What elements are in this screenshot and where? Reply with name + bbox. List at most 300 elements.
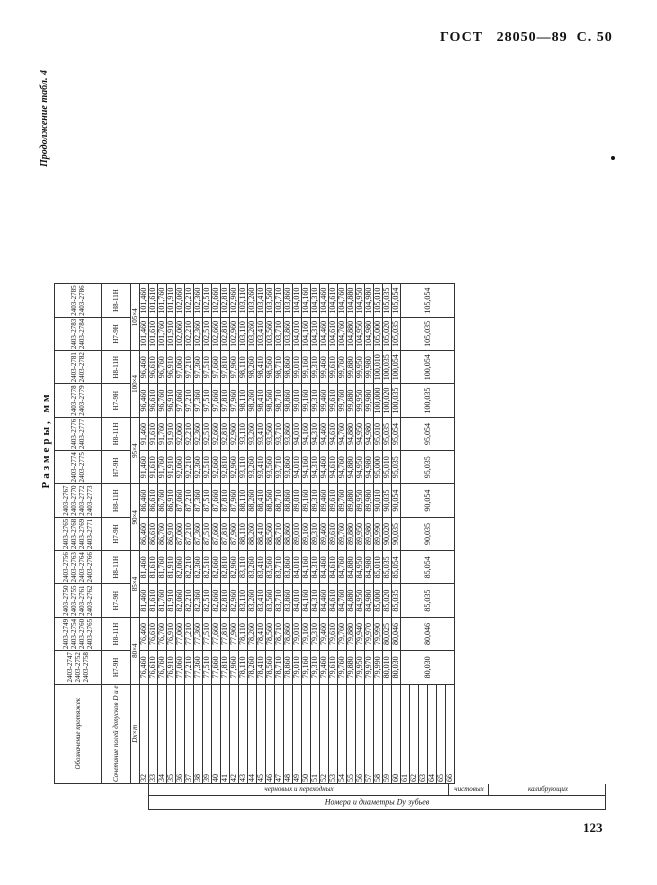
tooth-number: 58	[374, 684, 383, 783]
diameter-cell: 89,950	[356, 517, 365, 550]
group-clean-label: чистовых	[453, 785, 484, 794]
diameter-cell: 103,860	[284, 284, 293, 317]
diameter-cell: 79,970	[365, 617, 374, 650]
diameter-cell: 95,010	[383, 451, 392, 484]
diameter-cell: 97,510	[203, 384, 212, 417]
diameter-cell: 82,510	[203, 551, 212, 584]
diameter-cell: 91,460	[140, 417, 149, 450]
diameter-cell: 103,260	[248, 317, 257, 350]
tooth-number: 46	[266, 684, 275, 783]
diameter-cell: 92,510	[203, 451, 212, 484]
diameter-cell: 99,460	[320, 351, 329, 384]
diameter-cell: 79,460	[320, 651, 329, 684]
diameter-cell: 78,110	[239, 651, 248, 684]
diameter-cell: 104,310	[311, 284, 320, 317]
size-header: 80×4	[131, 617, 140, 684]
diameter-cell: 98,110	[239, 351, 248, 384]
diameter-cell: 104,310	[311, 317, 320, 350]
diameter-cell: 93,110	[239, 451, 248, 484]
diameter-cell: 93,710	[275, 417, 284, 450]
diameter-cell: 102,060	[176, 317, 185, 350]
diameter-cell: 86,460	[140, 484, 149, 517]
diameter-cell: 94,760	[338, 451, 347, 484]
diameter-cell: 103,110	[239, 284, 248, 317]
dimensions-table	[54, 283, 455, 784]
diameter-cell: 82,360	[194, 551, 203, 584]
diameter-cell: 93,710	[275, 451, 284, 484]
diameter-cell: 88,860	[284, 517, 293, 550]
tooth-number: 65	[437, 684, 446, 783]
diameter-cell: 80,010	[383, 651, 392, 684]
diameter-cell: 105,020	[383, 317, 392, 350]
tooth-number: 66	[446, 684, 455, 783]
diameter-cell: 104,010	[293, 317, 302, 350]
diameter-cell: 103,560	[266, 317, 275, 350]
table-title: Размеры, мм	[40, 391, 52, 489]
diameter-cell: 101,910	[167, 284, 176, 317]
diameter-cell: 103,860	[284, 317, 293, 350]
diameter-cell: 85,000	[374, 584, 383, 617]
diameter-cell: 94,880	[347, 417, 356, 450]
diameter-cell: 87,210	[185, 484, 194, 517]
diameter-cell: 99,310	[311, 351, 320, 384]
diameter-cell: 89,310	[311, 517, 320, 550]
diameter-cell: 84,880	[347, 551, 356, 584]
diameter-cell: 77,660	[212, 617, 221, 650]
diameter-cell: 83,860	[284, 551, 293, 584]
diameter-cell: 85,054	[392, 551, 401, 584]
diameter-cell: 82,810	[221, 551, 230, 584]
diameter-cell: 89,950	[356, 484, 365, 517]
diameter-cell: 88,260	[248, 517, 257, 550]
diameter-cell: 94,010	[293, 417, 302, 450]
diameter-cell: 98,260	[248, 384, 257, 417]
diameter-cell: 88,710	[275, 484, 284, 517]
diameter-cell: 98,860	[284, 351, 293, 384]
diameter-cell: 85,035	[392, 584, 401, 617]
diameter-cell: 99,980	[365, 384, 374, 417]
diameter-cell: 98,410	[257, 351, 266, 384]
calib-value-cell: 95,035	[401, 451, 455, 484]
diameter-cell: 84,010	[293, 584, 302, 617]
diameter-cell: 99,610	[329, 384, 338, 417]
diameter-cell: 97,360	[194, 384, 203, 417]
diameter-cell: 84,460	[320, 584, 329, 617]
diameter-cell: 82,810	[221, 584, 230, 617]
diameter-cell: 92,960	[230, 417, 239, 450]
diameter-cell: 84,610	[329, 551, 338, 584]
diameter-cell: 77,060	[176, 651, 185, 684]
diameter-cell: 79,610	[329, 617, 338, 650]
diameter-cell: 99,310	[311, 384, 320, 417]
diameter-cell: 76,460	[140, 617, 149, 650]
diameter-cell: 104,610	[329, 284, 338, 317]
diameter-cell: 93,260	[248, 417, 257, 450]
diameter-cell: 83,710	[275, 584, 284, 617]
diameter-cell: 104,460	[320, 284, 329, 317]
calib-value-cell: 105,054	[401, 284, 455, 317]
diameter-cell: 94,310	[311, 417, 320, 450]
diameter-cell: 92,060	[176, 417, 185, 450]
diameter-cell: 76,460	[140, 651, 149, 684]
designation-cell: 2403-2783 2403-2784	[55, 317, 102, 350]
diameter-cell: 102,210	[185, 284, 194, 317]
diameter-cell: 84,760	[338, 551, 347, 584]
diameter-cell: 89,980	[365, 484, 374, 517]
diameter-cell: 79,760	[338, 651, 347, 684]
diameter-cell: 87,510	[203, 517, 212, 550]
diameter-cell: 79,610	[329, 651, 338, 684]
tooth-number: 45	[257, 684, 266, 783]
calib-value-cell: 105,035	[401, 317, 455, 350]
diameter-cell: 104,460	[320, 317, 329, 350]
diameter-cell: 89,880	[347, 484, 356, 517]
calib-value-cell: 100,035	[401, 384, 455, 417]
diameter-cell: 94,980	[365, 451, 374, 484]
diameter-cell: 84,980	[365, 551, 374, 584]
designation-label: Обозначение протяжек	[55, 684, 102, 783]
diameter-cell: 103,710	[275, 284, 284, 317]
diameter-cell: 98,110	[239, 384, 248, 417]
tolerance-label: Сочетание полей допусков D и e	[102, 684, 131, 783]
designation-cell: 2403-2785 2403-2786	[55, 284, 102, 317]
diameter-cell: 89,010	[293, 484, 302, 517]
diameter-cell: 98,560	[266, 384, 275, 417]
diameter-cell: 79,950	[356, 651, 365, 684]
diameter-cell: 89,310	[311, 484, 320, 517]
diameter-cell: 88,560	[266, 484, 275, 517]
diameter-cell: 77,360	[194, 651, 203, 684]
calib-value-cell: 90,035	[401, 517, 455, 550]
tooth-number: 53	[329, 684, 338, 783]
calib-value-cell: 85,054	[401, 551, 455, 584]
diameter-cell: 89,610	[329, 517, 338, 550]
diameter-cell: 99,880	[347, 351, 356, 384]
diameter-cell: 96,760	[158, 351, 167, 384]
diameter-cell: 79,940	[356, 617, 365, 650]
diameter-cell: 87,810	[221, 484, 230, 517]
diameter-cell: 94,160	[302, 451, 311, 484]
diameter-cell: 92,660	[212, 451, 221, 484]
tolerance-cell: H7-9H	[102, 584, 131, 617]
diameter-cell: 78,710	[275, 651, 284, 684]
diameter-cell: 105,010	[374, 284, 383, 317]
diameter-cell: 84,160	[302, 584, 311, 617]
diameter-cell: 89,160	[302, 517, 311, 550]
diameter-cell: 104,880	[347, 284, 356, 317]
diameter-cell: 91,460	[140, 451, 149, 484]
diameter-cell: 97,060	[176, 384, 185, 417]
tooth-number: 64	[428, 684, 437, 783]
calib-value-cell: 95,054	[401, 417, 455, 450]
diameter-cell: 97,960	[230, 351, 239, 384]
diameter-cell: 92,810	[221, 417, 230, 450]
diameter-cell: 98,560	[266, 351, 275, 384]
diameter-cell: 94,460	[320, 451, 329, 484]
diameter-cell: 87,060	[176, 484, 185, 517]
diameter-cell: 89,460	[320, 484, 329, 517]
diameter-cell: 83,860	[284, 584, 293, 617]
diameter-cell: 102,810	[221, 317, 230, 350]
diameter-cell: 77,660	[212, 651, 221, 684]
designation-cell: 2403-2776 2403-2777	[55, 417, 102, 450]
diameter-cell: 95,035	[392, 451, 401, 484]
page-ref: С. 50	[576, 30, 613, 45]
tooth-number: 40	[212, 684, 221, 783]
calib-row	[401, 284, 410, 784]
diameter-cell: 79,160	[302, 617, 311, 650]
tooth-number: 54	[338, 684, 347, 783]
diameter-cell: 97,060	[176, 351, 185, 384]
diameter-cell: 83,260	[248, 551, 257, 584]
diameter-cell: 100,020	[383, 384, 392, 417]
tooth-number: 52	[320, 684, 329, 783]
tolerance-cell: H7-9H	[102, 451, 131, 484]
diameter-cell: 90,054	[392, 484, 401, 517]
diameter-cell: 101,610	[149, 317, 158, 350]
tooth-number: 48	[284, 684, 293, 783]
diameter-cell: 104,980	[365, 284, 374, 317]
diameter-cell: 81,910	[167, 551, 176, 584]
diameter-cell: 97,360	[194, 351, 203, 384]
diameter-cell: 88,110	[239, 484, 248, 517]
designation-cell: 2403-2778 2403-2779	[55, 384, 102, 417]
diameter-cell: 102,060	[176, 284, 185, 317]
diameter-cell: 102,510	[203, 284, 212, 317]
tolerance-cell: H8-11H	[102, 484, 131, 517]
diameter-cell: 102,810	[221, 284, 230, 317]
tolerance-cell: H8-11H	[102, 351, 131, 384]
diameter-cell: 99,950	[356, 384, 365, 417]
diameter-cell: 76,760	[158, 617, 167, 650]
diameter-cell: 103,260	[248, 284, 257, 317]
diameter-cell: 77,810	[221, 651, 230, 684]
diameter-cell: 79,310	[311, 651, 320, 684]
diameter-cell: 78,860	[284, 617, 293, 650]
diameter-cell: 87,060	[176, 517, 185, 550]
tooth-number: 57	[365, 684, 374, 783]
diameter-cell: 92,660	[212, 417, 221, 450]
diameter-cell: 79,970	[365, 651, 374, 684]
diameter-cell: 86,910	[167, 517, 176, 550]
diameter-cell: 99,160	[302, 351, 311, 384]
diameter-cell: 89,980	[365, 517, 374, 550]
tooth-number: 37	[185, 684, 194, 783]
diameter-cell: 94,460	[320, 417, 329, 450]
group-rough-cell	[149, 784, 449, 795]
rotated-table-area	[40, 70, 630, 810]
diameter-cell: 93,860	[284, 451, 293, 484]
diameter-cell: 80,030	[392, 651, 401, 684]
diameter-cell: 84,310	[311, 584, 320, 617]
diameter-cell: 87,810	[221, 517, 230, 550]
diameter-cell: 88,260	[248, 484, 257, 517]
diameter-cell: 78,560	[266, 651, 275, 684]
diameter-cell: 101,910	[167, 317, 176, 350]
diameter-cell: 77,360	[194, 617, 203, 650]
diameter-cell: 77,060	[176, 617, 185, 650]
diameter-cell: 94,610	[329, 417, 338, 450]
tooth-number: 50	[302, 684, 311, 783]
diameter-cell: 104,980	[365, 317, 374, 350]
tolerance-cell: H8-11H	[102, 284, 131, 317]
diameter-cell: 86,610	[149, 484, 158, 517]
diameter-cell: 99,460	[320, 384, 329, 417]
diameter-cell: 88,710	[275, 517, 284, 550]
tooth-number: 55	[347, 684, 356, 783]
diameter-cell: 102,360	[194, 317, 203, 350]
tooth-number: 34	[158, 684, 167, 783]
diameter-cell: 88,410	[257, 517, 266, 550]
diameter-cell: 91,610	[149, 451, 158, 484]
diameter-cell: 83,560	[266, 551, 275, 584]
tooth-number: 41	[221, 684, 230, 783]
designation-cell: 2403-2781 2403-2782	[55, 351, 102, 384]
diameter-cell: 90,035	[392, 517, 401, 550]
diameter-cell: 88,110	[239, 517, 248, 550]
diameter-cell: 87,660	[212, 517, 221, 550]
diameter-cell: 83,260	[248, 584, 257, 617]
diameter-cell: 87,660	[212, 484, 221, 517]
diameter-cell: 92,810	[221, 451, 230, 484]
diameter-cell: 85,035	[383, 551, 392, 584]
diameter-cell: 103,710	[275, 317, 284, 350]
diameter-cell: 84,950	[356, 584, 365, 617]
diameter-cell: 102,210	[185, 317, 194, 350]
diameter-cell: 97,660	[212, 351, 221, 384]
diameter-cell: 77,510	[203, 651, 212, 684]
diameter-cell: 101,760	[158, 317, 167, 350]
diameter-cell: 96,460	[140, 384, 149, 417]
diameter-cell: 94,310	[311, 451, 320, 484]
diameter-cell: 104,160	[302, 284, 311, 317]
diameter-cell: 96,910	[167, 384, 176, 417]
diameter-cell: 83,560	[266, 584, 275, 617]
diameter-cell: 94,980	[365, 417, 374, 450]
diameter-cell: 96,460	[140, 351, 149, 384]
diameter-cell: 98,860	[284, 384, 293, 417]
diameter-cell: 78,410	[257, 617, 266, 650]
tooth-number: 62	[410, 684, 419, 783]
page-number: 123	[583, 820, 603, 835]
diameter-cell: 100,035	[383, 351, 392, 384]
diameter-cell: 84,310	[311, 551, 320, 584]
designation-cell: 2403-2765 2403-2768 2403-2769 2403-2771	[55, 517, 102, 550]
diameter-cell: 100,054	[392, 351, 401, 384]
diameter-cell: 78,710	[275, 617, 284, 650]
diameter-cell: 104,760	[338, 284, 347, 317]
calib-value-cell: 100,054	[401, 351, 455, 384]
tooth-number: 39	[203, 684, 212, 783]
diameter-cell: 77,510	[203, 617, 212, 650]
diameter-cell: 86,610	[149, 517, 158, 550]
diameter-cell: 103,410	[257, 284, 266, 317]
diameter-cell: 89,990	[374, 517, 383, 550]
diameter-cell: 82,210	[185, 584, 194, 617]
diameter-cell: 94,950	[356, 417, 365, 450]
diameter-cell: 94,950	[356, 451, 365, 484]
tolerance-cell: H8-11H	[102, 551, 131, 584]
diameter-cell: 82,960	[230, 584, 239, 617]
diameter-cell: 94,160	[302, 417, 311, 450]
diameter-cell: 89,610	[329, 484, 338, 517]
diameter-cell: 104,950	[356, 317, 365, 350]
diameter-cell: 82,660	[212, 584, 221, 617]
side-label-box	[148, 796, 606, 810]
diameter-cell: 87,210	[185, 517, 194, 550]
diameter-cell: 85,020	[383, 584, 392, 617]
diameter-cell: 87,960	[230, 517, 239, 550]
diameter-cell: 84,160	[302, 551, 311, 584]
tooth-number: 33	[149, 684, 158, 783]
diameter-cell: 95,010	[374, 417, 383, 450]
diameter-cell: 93,410	[257, 451, 266, 484]
diameter-cell: 93,560	[266, 417, 275, 450]
diameter-cell: 79,990	[374, 651, 383, 684]
diameter-cell: 89,880	[347, 517, 356, 550]
diameter-cell: 81,610	[149, 551, 158, 584]
diameter-cell: 81,910	[167, 584, 176, 617]
diameter-cell: 95,035	[383, 417, 392, 450]
diameter-cell: 88,410	[257, 484, 266, 517]
diameter-cell: 83,110	[239, 584, 248, 617]
designation-cell: 2403-2774 2403-2775	[55, 451, 102, 484]
diameter-cell: 76,610	[149, 651, 158, 684]
diameter-cell: 78,860	[284, 651, 293, 684]
size-header: 85×4	[131, 551, 140, 618]
diameter-cell: 102,660	[212, 284, 221, 317]
diameter-cell: 80,046	[392, 617, 401, 650]
tooth-number: 36	[176, 684, 185, 783]
tooth-number: 49	[293, 684, 302, 783]
tolerance-cell: H7-9H	[102, 517, 131, 550]
diameter-cell: 86,760	[158, 484, 167, 517]
diameter-cell: 78,110	[239, 617, 248, 650]
diameter-cell: 93,110	[239, 417, 248, 450]
diameter-cell: 89,010	[293, 517, 302, 550]
diameter-cell: 76,610	[149, 617, 158, 650]
diameter-cell: 97,810	[221, 351, 230, 384]
tooth-number: 44	[248, 684, 257, 783]
diameter-cell: 78,560	[266, 617, 275, 650]
tooth-number: 47	[275, 684, 284, 783]
designation-cell: 2403-2749 2403-2754 2403-2760 2403-2765	[55, 617, 102, 650]
diameter-cell: 86,460	[140, 517, 149, 550]
diameter-cell: 94,760	[338, 417, 347, 450]
diameter-cell: 91,760	[158, 417, 167, 450]
diameter-cell: 95,054	[392, 417, 401, 450]
diameter-cell: 97,660	[212, 384, 221, 417]
calib-value-cell: 80,030	[401, 651, 455, 684]
diameter-cell: 104,880	[347, 317, 356, 350]
diameter-cell: 79,310	[311, 617, 320, 650]
gost-number: 28050—89	[496, 30, 568, 45]
diameter-cell: 97,960	[230, 384, 239, 417]
diameter-cell: 76,910	[167, 617, 176, 650]
diameter-cell: 79,880	[347, 617, 356, 650]
diameter-cell: 96,610	[149, 384, 158, 417]
diameter-cell: 79,880	[347, 651, 356, 684]
diameter-cell: 84,760	[338, 584, 347, 617]
diameter-cell: 81,610	[149, 584, 158, 617]
diameter-cell: 84,880	[347, 584, 356, 617]
diameter-cell: 96,910	[167, 351, 176, 384]
diameter-cell: 93,860	[284, 417, 293, 450]
diameter-cell: 89,760	[338, 517, 347, 550]
diameter-cell: 89,160	[302, 484, 311, 517]
designation-cell: 2403-2756 2403-2763 2403-2764 2403-2766	[55, 551, 102, 584]
diameter-cell: 83,110	[239, 551, 248, 584]
